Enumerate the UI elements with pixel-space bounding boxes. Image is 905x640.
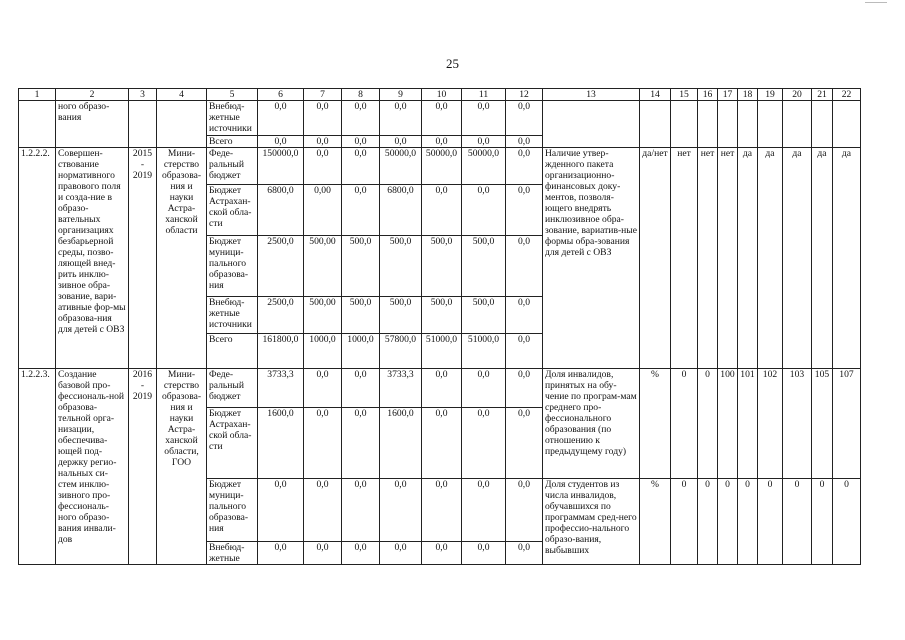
cell-amount: 51000,0 <box>462 334 506 369</box>
column-number-15: 15 <box>671 89 698 101</box>
cell-amount: 51000,0 <box>422 334 462 369</box>
cell-funding-source: Феде-ральный бюджет <box>207 148 258 185</box>
cell-value: 0 <box>812 479 833 565</box>
cell-value: 0 <box>783 479 812 565</box>
cell-amount: 2500,0 <box>258 297 304 334</box>
cell-executor: Мини-стерство образова-ния и науки Астра-ханской области, ГОО <box>157 369 207 565</box>
cell-value: 0 <box>738 479 758 565</box>
cell-amount: 50000,0 <box>380 148 422 185</box>
cell-amount: 0,0 <box>342 101 380 136</box>
column-number-13: 13 <box>543 89 640 101</box>
cell-amount: 0,0 <box>342 369 380 408</box>
cell-value: 107 <box>833 369 861 479</box>
cell-amount: 0,0 <box>462 369 506 408</box>
page-number: 25 <box>446 56 459 71</box>
cell-amount: 0,0 <box>304 479 342 542</box>
cell-value <box>812 101 833 148</box>
cell-name: ного образо-вания <box>56 101 129 148</box>
column-number-20: 20 <box>783 89 812 101</box>
cell-amount: 0,0 <box>506 236 543 297</box>
cell-unit: % <box>640 479 671 565</box>
cell-funding-source: Бюджет Астрахан-ской обла-сти <box>207 408 258 479</box>
cell-amount: 0,0 <box>506 334 543 369</box>
cell-value: 0 <box>718 479 738 565</box>
cell-amount: 500,0 <box>342 297 380 334</box>
cell-executor: Мини-стерство образова-ния и науки Астра-ханской области <box>157 148 207 369</box>
cell-amount: 0,0 <box>304 408 342 479</box>
cell-amount: 0,0 <box>304 542 342 565</box>
cell-amount: 0,0 <box>342 408 380 479</box>
cell-amount: 0,0 <box>380 479 422 542</box>
cell-value: 0 <box>833 479 861 565</box>
cell-amount: 0,0 <box>342 542 380 565</box>
column-number-9: 9 <box>380 89 422 101</box>
cell-indicator: Доля студентов из числа инвалидов, обучавшихся по программам сред-него профессио-нального образо-вания, выбывших <box>543 479 640 565</box>
cell-amount: 500,0 <box>380 236 422 297</box>
cell-value <box>783 101 812 148</box>
cell-code <box>19 101 56 148</box>
column-number-21: 21 <box>812 89 833 101</box>
cell-amount: 50000,0 <box>422 148 462 185</box>
cell-amount: 0,0 <box>422 136 462 148</box>
cell-funding-source: Внебюд-жетные источники <box>207 297 258 334</box>
column-number-4: 4 <box>157 89 207 101</box>
cell-value <box>833 101 861 148</box>
column-number-12: 12 <box>506 89 543 101</box>
cell-amount: 0,0 <box>304 101 342 136</box>
cell-amount: 0,0 <box>380 542 422 565</box>
cell-amount: 0,0 <box>380 101 422 136</box>
cell-value: нет <box>671 148 698 369</box>
cell-funding-source: Бюджет муници-пального образова-ния <box>207 479 258 542</box>
cell-value <box>640 101 671 148</box>
cell-value: да <box>783 148 812 369</box>
cell-amount: 150000,0 <box>258 148 304 185</box>
cell-amount: 0,0 <box>304 136 342 148</box>
cell-amount: 0,0 <box>258 136 304 148</box>
column-number-18: 18 <box>738 89 758 101</box>
cell-amount: 0,0 <box>342 148 380 185</box>
cell-amount: 0,0 <box>506 369 543 408</box>
cell-amount: 0,00 <box>304 185 342 236</box>
cell-value: 0 <box>698 369 718 479</box>
cell-amount: 0,0 <box>380 136 422 148</box>
column-number-14: 14 <box>640 89 671 101</box>
cell-unit: % <box>640 369 671 479</box>
column-number-1: 1 <box>19 89 56 101</box>
cell-amount: 500,0 <box>422 236 462 297</box>
column-number-19: 19 <box>758 89 783 101</box>
column-number-10: 10 <box>422 89 462 101</box>
cell-funding-source: Внебюд-жетные <box>207 542 258 565</box>
cell-value <box>698 101 718 148</box>
column-number-11: 11 <box>462 89 506 101</box>
cell-amount: 0,0 <box>422 185 462 236</box>
cell-amount: 0,0 <box>422 479 462 542</box>
cell-value: 100 <box>718 369 738 479</box>
cell-amount: 0,0 <box>304 369 342 408</box>
cell-value <box>718 101 738 148</box>
table-row <box>19 369 861 408</box>
cell-amount: 0,0 <box>462 408 506 479</box>
cell-amount: 500,0 <box>462 236 506 297</box>
cell-amount: 1000,0 <box>342 334 380 369</box>
cell-amount: 500,0 <box>380 297 422 334</box>
cell-indicator: Наличие утвер-жденного пакета организационно-финансовых доку-ментов, позволя-ющего внедрять инклюзивное обра-зование, вариатив-ные формы обра-зования для детей с ОВЗ <box>543 148 640 369</box>
cell-period <box>129 101 157 148</box>
cell-funding-source: Всего <box>207 334 258 369</box>
column-number-2: 2 <box>56 89 129 101</box>
header-row <box>19 89 861 101</box>
cell-amount: 0,0 <box>258 542 304 565</box>
cell-code: 1.2.2.3. <box>19 369 56 565</box>
cell-value: нет <box>698 148 718 369</box>
column-number-3: 3 <box>129 89 157 101</box>
cell-value: 0 <box>671 479 698 565</box>
cell-amount: 0,0 <box>258 101 304 136</box>
cell-amount: 2500,0 <box>258 236 304 297</box>
cell-amount: 1600,0 <box>380 408 422 479</box>
cell-amount: 161800,0 <box>258 334 304 369</box>
cell-amount: 0,0 <box>506 542 543 565</box>
cell-amount: 0,0 <box>462 185 506 236</box>
cell-amount: 0,0 <box>462 542 506 565</box>
column-number-8: 8 <box>342 89 380 101</box>
cell-value: да <box>833 148 861 369</box>
cell-amount: 0,0 <box>258 479 304 542</box>
cell-amount: 0,0 <box>506 479 543 542</box>
column-number-17: 17 <box>718 89 738 101</box>
cell-indicator: Доля инвалидов, принятых на обу-чение по програм-мам среднего про-фессионального образования (по отношению к предыдущему году) <box>543 369 640 479</box>
cell-amount: 50000,0 <box>462 148 506 185</box>
cell-code: 1.2.2.2. <box>19 148 56 369</box>
cell-amount: 1000,0 <box>304 334 342 369</box>
cell-amount: 0,0 <box>342 479 380 542</box>
cell-value: 102 <box>758 369 783 479</box>
cell-value: нет <box>718 148 738 369</box>
cell-amount: 500,0 <box>342 236 380 297</box>
cell-amount: 0,0 <box>506 136 543 148</box>
column-number-5: 5 <box>207 89 258 101</box>
cell-period: 2015 - 2019 <box>129 148 157 369</box>
cell-amount: 3733,3 <box>258 369 304 408</box>
cell-funding-source: Внебюд-жетные источники <box>207 101 258 136</box>
cell-value <box>758 101 783 148</box>
cell-amount: 6800,0 <box>380 185 422 236</box>
cell-amount: 0,0 <box>506 101 543 136</box>
cell-amount: 0,0 <box>342 136 380 148</box>
cell-amount: 0,0 <box>506 185 543 236</box>
table-row <box>19 148 861 185</box>
cell-amount: 500,0 <box>422 297 462 334</box>
cell-amount: 0,0 <box>462 136 506 148</box>
cell-value: 105 <box>812 369 833 479</box>
cell-amount: 0,0 <box>422 369 462 408</box>
cell-amount: 0,0 <box>342 185 380 236</box>
cell-name: Совершен-ствование нормативного правового поля и созда-ние в образо-вательных организациях безбарьерной среды, позво-ляющей внед-рить инклю-зивное обра-зование, вари-ативные фор-мы образова-ния для детей с ОВЗ <box>56 148 129 369</box>
scan-mark <box>865 2 887 3</box>
cell-value: 101 <box>738 369 758 479</box>
cell-unit: да/нет <box>640 148 671 369</box>
cell-executor <box>157 101 207 148</box>
cell-funding-source: Феде-ральный бюджет <box>207 369 258 408</box>
cell-funding-source: Бюджет муници-пального образова-ния <box>207 236 258 297</box>
column-number-7: 7 <box>304 89 342 101</box>
cell-value: да <box>812 148 833 369</box>
cell-indicator <box>543 101 640 148</box>
cell-funding-source: Всего <box>207 136 258 148</box>
cell-amount: 500,00 <box>304 297 342 334</box>
cell-amount: 0,0 <box>462 479 506 542</box>
cell-amount: 57800,0 <box>380 334 422 369</box>
cell-amount: 6800,0 <box>258 185 304 236</box>
cell-amount: 0,0 <box>506 297 543 334</box>
column-number-16: 16 <box>698 89 718 101</box>
cell-value: 103 <box>783 369 812 479</box>
cell-amount: 500,00 <box>304 236 342 297</box>
cell-amount: 0,0 <box>462 101 506 136</box>
cell-value <box>671 101 698 148</box>
program-table <box>18 88 861 565</box>
cell-amount: 3733,3 <box>380 369 422 408</box>
cell-amount: 0,0 <box>506 148 543 185</box>
cell-amount: 0,0 <box>304 148 342 185</box>
cell-amount: 0,0 <box>506 408 543 479</box>
cell-amount: 1600,0 <box>258 408 304 479</box>
cell-name: Создание базовой про-фессиональ-ной образова-тельной орга-низации, обеспечива-ющей под-держку регио-нальных си-стем инклю-зивного про-фессиональ-ного образо-вания инвали-дов <box>56 369 129 565</box>
cell-value: да <box>758 148 783 369</box>
cell-amount: 0,0 <box>422 101 462 136</box>
cell-value <box>738 101 758 148</box>
cell-period: 2016 - 2019 <box>129 369 157 565</box>
cell-value: 0 <box>758 479 783 565</box>
cell-funding-source: Бюджет Астрахан-ской обла-сти <box>207 185 258 236</box>
cell-value: 0 <box>698 479 718 565</box>
cell-value: да <box>738 148 758 369</box>
cell-amount: 0,0 <box>422 408 462 479</box>
cell-amount: 0,0 <box>422 542 462 565</box>
column-number-22: 22 <box>833 89 861 101</box>
column-number-6: 6 <box>258 89 304 101</box>
cell-value: 0 <box>671 369 698 479</box>
cell-amount: 500,0 <box>462 297 506 334</box>
table-row <box>19 101 861 136</box>
